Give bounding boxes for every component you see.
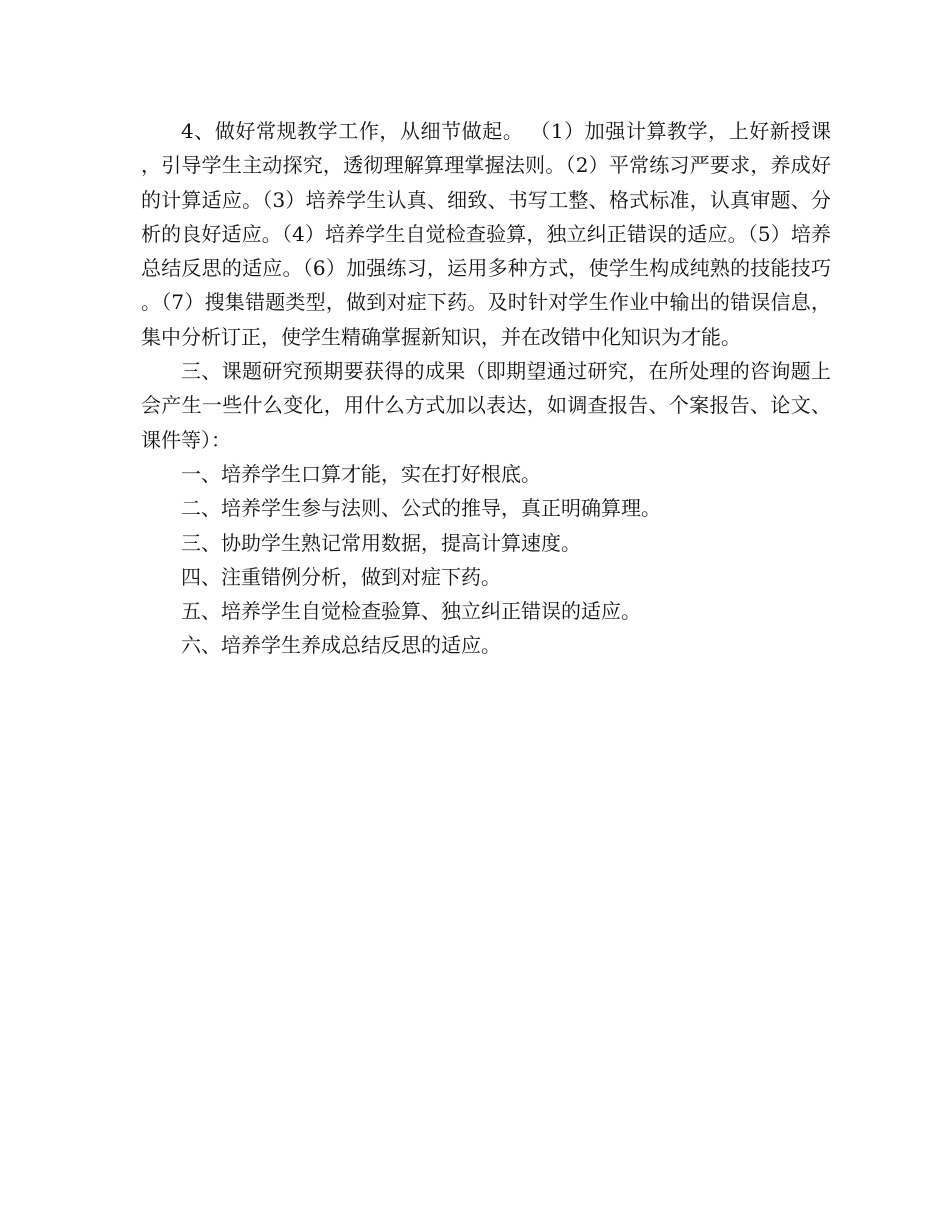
paragraph-routine-teaching: 4、做好常规教学工作，从细节做起。 （1）加强计算教学，上好新授课，引导学生主动探究，透彻理解算理掌握法则。（2）平常练习严要求，养成好的计算适应。（3）培养学生认真、细致、书写工整、格式标准，认真审题、分析的良好适应。（4）培养学生自觉检查验算，独立纠正错误的适应。（5）培养总结反思的适应。（6）加强练习，运用多种方式，使学生构成纯熟的技能技巧。（7）搜集错题类型，做到对症下药。及时针对学生作业中输出的错误信息，集中分析订正，使学生精确掌握新知识，并在改错中化知识为才能。	[141, 119, 831, 349]
outcome-item-5: 五、培养学生自觉检查验算、独立纠正错误的适应。	[181, 599, 641, 624]
outcome-item-6: 六、培养学生养成总结反思的适应。	[181, 633, 501, 658]
paragraph-expected-outcomes: 三、课题研究预期要获得的成果（即期望通过研究，在所处理的咨询题上会产生一些什么变化，用什么方式加以表达，如调查报告、个案报告、论文、课件等）：	[141, 359, 831, 452]
outcome-item-2: 二、培养学生参与法则、公式的推导，真正明确算理。	[181, 496, 661, 521]
outcome-item-3: 三、协助学生熟记常用数据，提高计算速度。	[181, 530, 581, 555]
outcome-item-1: 一、培养学生口算才能，实在打好根底。	[181, 461, 541, 486]
outcome-item-4: 四、注重错例分析，做到对症下药。	[181, 564, 501, 589]
document-body	[141, 114, 831, 663]
